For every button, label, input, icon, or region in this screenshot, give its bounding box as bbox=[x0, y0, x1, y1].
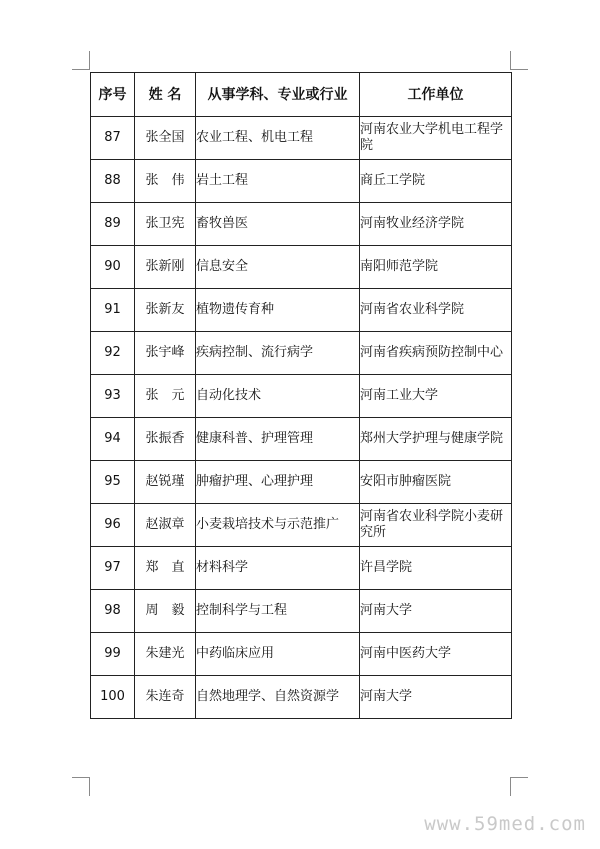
table-row bbox=[91, 160, 512, 203]
cell-name: 张 伟 bbox=[135, 160, 196, 203]
cell-number: 89 bbox=[91, 203, 135, 246]
cell-field: 植物遗传育种 bbox=[196, 289, 360, 332]
cell-unit: 安阳市肿瘤医院 bbox=[360, 461, 512, 504]
cell-unit: 河南省农业科学院小麦研究所 bbox=[360, 504, 512, 547]
personnel-table bbox=[90, 72, 512, 719]
cell-number: 100 bbox=[91, 676, 135, 719]
cell-unit: 郑州大学护理与健康学院 bbox=[360, 418, 512, 461]
cell-field: 疾病控制、流行病学 bbox=[196, 332, 360, 375]
header-name: 姓 名 bbox=[135, 73, 196, 117]
cell-name: 朱建光 bbox=[135, 633, 196, 676]
table-row bbox=[91, 547, 512, 590]
cell-unit: 商丘工学院 bbox=[360, 160, 512, 203]
cell-name: 赵锐瑾 bbox=[135, 461, 196, 504]
cell-field: 肿瘤护理、心理护理 bbox=[196, 461, 360, 504]
cell-name: 赵淑章 bbox=[135, 504, 196, 547]
cell-name: 张卫宪 bbox=[135, 203, 196, 246]
cell-field: 自然地理学、自然资源学 bbox=[196, 676, 360, 719]
cell-field: 中药临床应用 bbox=[196, 633, 360, 676]
table-row bbox=[91, 590, 512, 633]
header-number: 序号 bbox=[91, 73, 135, 117]
cell-name: 郑 直 bbox=[135, 547, 196, 590]
cell-number: 97 bbox=[91, 547, 135, 590]
cell-name: 周 毅 bbox=[135, 590, 196, 633]
cell-unit: 许昌学院 bbox=[360, 547, 512, 590]
header-unit: 工作单位 bbox=[360, 73, 512, 117]
cell-field: 畜牧兽医 bbox=[196, 203, 360, 246]
cell-number: 98 bbox=[91, 590, 135, 633]
cell-unit: 河南农业大学机电工程学院 bbox=[360, 117, 512, 160]
page-corner-mark-top-left bbox=[72, 51, 90, 70]
cell-number: 92 bbox=[91, 332, 135, 375]
table-header-row bbox=[91, 73, 512, 117]
table-row bbox=[91, 246, 512, 289]
cell-number: 96 bbox=[91, 504, 135, 547]
cell-number: 94 bbox=[91, 418, 135, 461]
cell-unit: 河南大学 bbox=[360, 590, 512, 633]
cell-unit: 河南省疾病预防控制中心 bbox=[360, 332, 512, 375]
table-row bbox=[91, 332, 512, 375]
table-row bbox=[91, 676, 512, 719]
header-field: 从事学科、专业或行业 bbox=[196, 73, 360, 117]
cell-number: 93 bbox=[91, 375, 135, 418]
cell-number: 91 bbox=[91, 289, 135, 332]
cell-name: 张宇峰 bbox=[135, 332, 196, 375]
cell-unit: 河南牧业经济学院 bbox=[360, 203, 512, 246]
cell-field: 自动化技术 bbox=[196, 375, 360, 418]
cell-field: 控制科学与工程 bbox=[196, 590, 360, 633]
cell-number: 90 bbox=[91, 246, 135, 289]
table-row bbox=[91, 633, 512, 676]
table-row bbox=[91, 117, 512, 160]
cell-unit: 河南省农业科学院 bbox=[360, 289, 512, 332]
table-row bbox=[91, 504, 512, 547]
cell-unit: 南阳师范学院 bbox=[360, 246, 512, 289]
cell-name: 张 元 bbox=[135, 375, 196, 418]
table-row bbox=[91, 203, 512, 246]
cell-unit: 河南工业大学 bbox=[360, 375, 512, 418]
watermark: www.59med.com bbox=[424, 813, 586, 835]
cell-field: 材料科学 bbox=[196, 547, 360, 590]
cell-unit: 河南中医药大学 bbox=[360, 633, 512, 676]
page-corner-mark-bottom-right bbox=[510, 777, 528, 796]
page-corner-mark-top-right bbox=[510, 51, 528, 70]
table-row bbox=[91, 418, 512, 461]
cell-field: 小麦栽培技术与示范推广 bbox=[196, 504, 360, 547]
cell-unit: 河南大学 bbox=[360, 676, 512, 719]
cell-name: 张全国 bbox=[135, 117, 196, 160]
cell-name: 朱连奇 bbox=[135, 676, 196, 719]
table-row bbox=[91, 461, 512, 504]
table-row bbox=[91, 289, 512, 332]
cell-field: 农业工程、机电工程 bbox=[196, 117, 360, 160]
cell-field: 健康科普、护理管理 bbox=[196, 418, 360, 461]
table-row bbox=[91, 375, 512, 418]
cell-name: 张振香 bbox=[135, 418, 196, 461]
cell-name: 张新友 bbox=[135, 289, 196, 332]
page-corner-mark-bottom-left bbox=[72, 777, 90, 796]
cell-number: 99 bbox=[91, 633, 135, 676]
cell-number: 87 bbox=[91, 117, 135, 160]
cell-field: 信息安全 bbox=[196, 246, 360, 289]
cell-number: 88 bbox=[91, 160, 135, 203]
cell-name: 张新刚 bbox=[135, 246, 196, 289]
cell-field: 岩土工程 bbox=[196, 160, 360, 203]
cell-number: 95 bbox=[91, 461, 135, 504]
